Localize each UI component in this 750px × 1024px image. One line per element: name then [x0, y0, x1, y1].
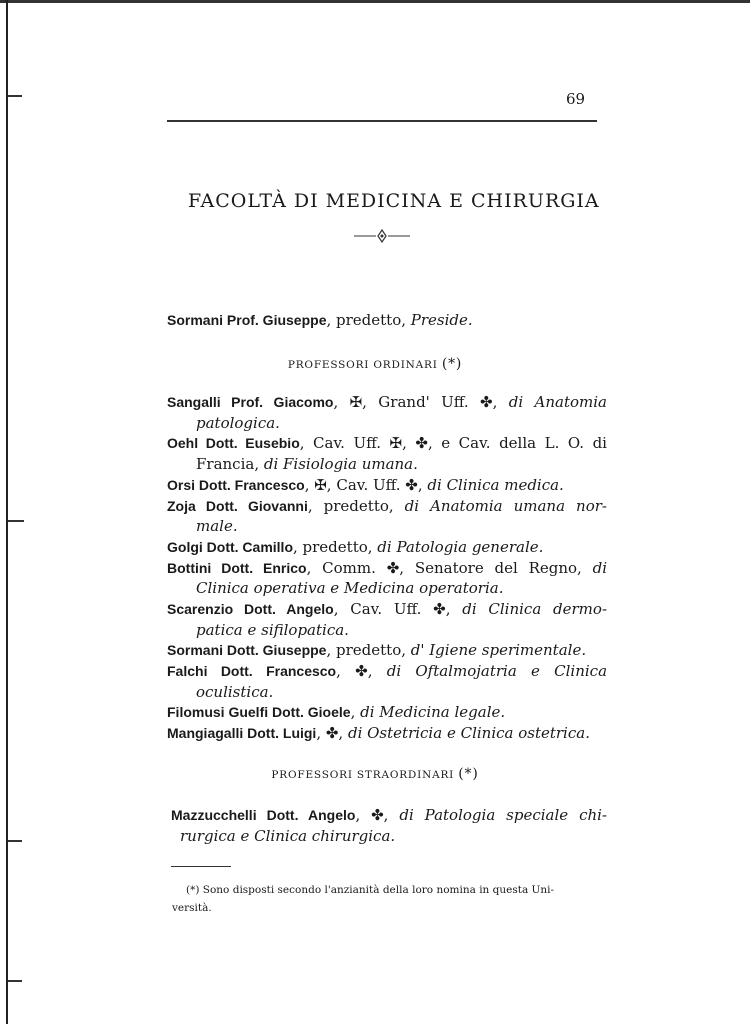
page-top-edge	[0, 0, 750, 3]
faculty-entry: Filomusi Guelfi Dott. Gioele, di Medicina legale.	[167, 703, 506, 721]
faculty-entry-cont: rurgica e Clinica chirurgica.	[180, 827, 396, 845]
faculty-entry-cont: patologica.	[196, 414, 280, 432]
dean-text: , predetto,	[326, 311, 411, 329]
section-header-straordinari: PROFESSORI STRAORDINARI (*)	[271, 766, 479, 782]
faculty-entry: Scarenzio Dott. Angelo, Cav. Uff. ✤, di Clinica dermo-	[167, 600, 608, 618]
faculty-entry-cont: Francia, di Fisiologia umana.	[196, 455, 418, 473]
faculty-entry: Golgi Dott. Camillo, predetto, di Patologia generale.	[167, 538, 544, 556]
faculty-entry-cont: oculistica.	[196, 683, 274, 701]
margin-mark	[8, 840, 22, 842]
faculty-entry: Sangalli Prof. Giacomo, ✠, Grand' Uff. ✤, di Anatomia	[167, 393, 607, 411]
footnote-line: versità.	[172, 902, 212, 914]
faculty-entry-cont: male.	[196, 517, 238, 535]
faculty-entry: Mazzucchelli Dott. Angelo, ✤, di Patologia speciale chi-	[171, 806, 607, 824]
margin-mark	[8, 980, 22, 982]
faculty-entry: Mangiagalli Dott. Luigi, ✤, di Ostetricia e Clinica ostetrica.	[167, 724, 590, 742]
dean-name: Sormani Prof. Giuseppe	[167, 312, 327, 328]
page-title: FACOLTÀ DI MEDICINA E CHIRURGIA	[188, 190, 600, 212]
footnote-line: (*) Sono disposti secondo l'anzianità della loro nomina in questa Uni-	[186, 884, 555, 896]
page-number: 69	[566, 90, 586, 108]
section-header-ordinari: PROFESSORI ORDINARI (*)	[287, 356, 463, 372]
faculty-entry-cont: Clinica operativa e Medicina operatoria.	[196, 579, 504, 597]
dean-role: Preside.	[410, 311, 473, 329]
faculty-entry: Falchi Dott. Francesco, ✤, di Oftalmojatria e Clinica	[167, 662, 608, 680]
dean-line	[167, 311, 607, 329]
header-rule	[167, 120, 597, 122]
faculty-entry: Sormani Dott. Giuseppe, predetto, d' Igiene sperimentale.	[167, 641, 587, 659]
faculty-entry: Orsi Dott. Francesco, ✠, Cav. Uff. ✤, di Clinica medica.	[167, 476, 564, 494]
page-binding-edge	[6, 0, 8, 1024]
faculty-entry: Zoja Dott. Giovanni, predetto, di Anatomia umana nor-	[167, 497, 607, 515]
footnote-rule	[171, 866, 231, 867]
margin-mark	[8, 520, 24, 522]
faculty-entry-cont: patica e sifilopatica.	[196, 621, 349, 639]
faculty-entry: Bottini Dott. Enrico, Comm. ✤, Senatore del Regno, di	[167, 559, 607, 577]
margin-mark	[8, 95, 22, 97]
ornament-icon	[352, 229, 412, 243]
faculty-entry: Oehl Dott. Eusebio, Cav. Uff. ✠, ✤, e Cav. della L. O. di	[167, 434, 607, 452]
